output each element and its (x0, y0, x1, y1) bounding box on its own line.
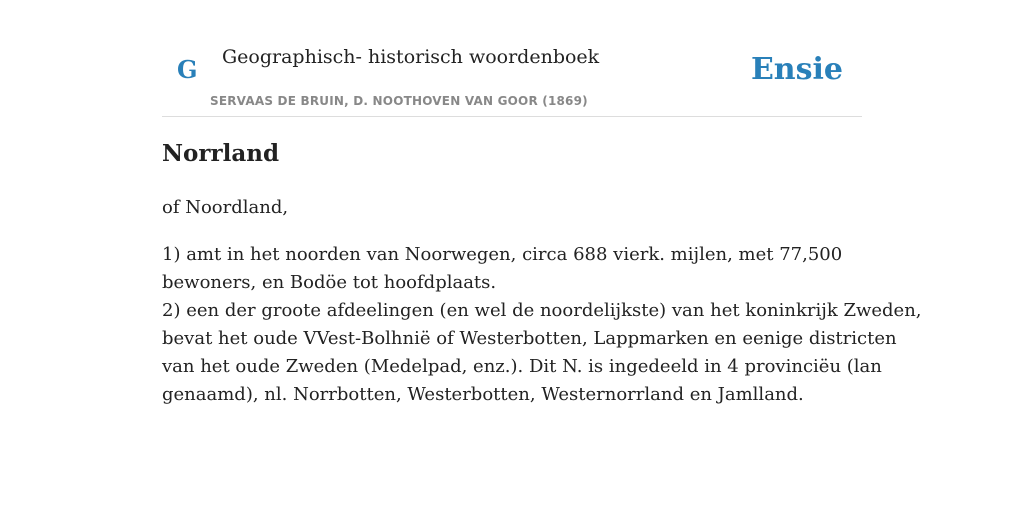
entry-content (162, 138, 922, 409)
book-logo-icon[interactable]: G (177, 55, 198, 84)
ensie-logo-link[interactable]: Ensie (750, 52, 843, 87)
entry-definition (162, 241, 922, 409)
entry-headword: Norrland (162, 140, 280, 167)
entry-intro: of Noordland, (162, 197, 289, 218)
definition-line: 1) amt in het noorden van Noorwegen, circa 688 vierk. mijlen, met 77,500 (162, 244, 843, 265)
definition-line: bevat het oude VVest-Bolhnië of Westerbotten, Lappmarken en eenige districten (162, 328, 897, 349)
book-header (162, 0, 862, 117)
definition-line: 2) een der groote afdeelingen (en wel de noordelijkste) van het koninkrijk Zweden, (162, 300, 922, 321)
book-title[interactable]: Geographisch- historisch woordenboek (222, 46, 600, 68)
book-author: SERVAAS DE BRUIN, D. NOOTHOVEN VAN GOOR (1869) (210, 94, 588, 108)
definition-line: van het oude Zweden (Medelpad, enz.). Dit N. is ingedeeld in 4 provinciëu (lan (162, 356, 882, 377)
definition-line: genaamd), nl. Norrbotten, Westerbotten, Westernorrland en Jamlland. (162, 384, 804, 405)
definition-line: bewoners, en Bodöe tot hoofdplaats. (162, 272, 497, 293)
